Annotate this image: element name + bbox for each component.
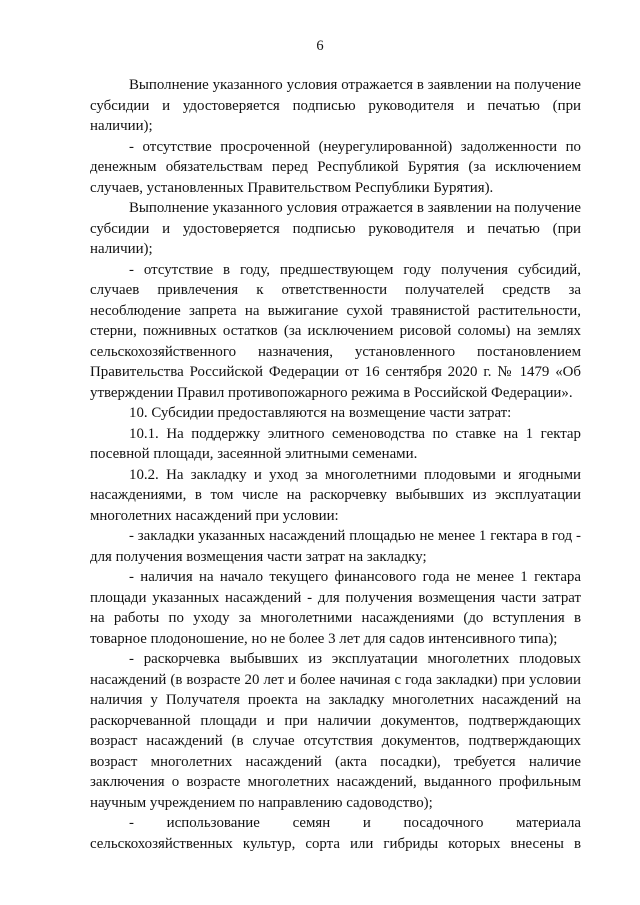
page-number: 6 xyxy=(316,38,324,54)
paragraph-planting-condition: - закладки указанных насаждений площадью не менее 1 гектара в год - для получения возмещения части затрат на закладку; xyxy=(90,528,581,565)
paragraph-condition-note-2: Выполнение указанного условия отражается в заявлении на получение субсидии и удостоверяется подписью руководителя и печатью (при наличии); xyxy=(90,200,581,257)
paragraph-no-burning-violations: - отсутствие в году, предшествующем году получения субсидий, случаев привлечения к ответственности получателей средств за несоблюдение запрета на выжигание сухой травянистой растительности, стерни, пожнивных остатков (за исключением рисовой соломы) на землях сельскохозяйственного назначения, установленного постановлением Правительства Российской Федерации от 16 сентября 2020 г. № 1479 «Об утверждении Правил противопожарного режима в Российской Федерации». xyxy=(90,261,581,401)
paragraph-maintenance-condition: - наличия на начало текущего финансового года не менее 1 гектара площади указанных насаждений - для получения возмещения части затрат на работы по уходу за многолетними насаждениями (до вступления в товарное плодоношение, но не более 3 лет для садов интенсивного типа); xyxy=(90,569,581,647)
document-body xyxy=(90,75,581,854)
paragraph-section-10: 10. Субсидии предоставляются на возмещение части затрат: xyxy=(129,405,512,421)
paragraph-seed-usage: - использование семян и посадочного материала сельскохозяйственных культур, сорта или гибриды которых внесены в xyxy=(90,815,581,852)
paragraph-section-10-1: 10.1. На поддержку элитного семеноводства по ставке на 1 гектар посевной площади, засеянной элитными семенами. xyxy=(90,425,581,462)
paragraph-section-10-2: 10.2. На закладку и уход за многолетними плодовыми и ягодными насаждениями, в том числе на раскорчевку выбывших из эксплуатации многолетних насаждений при условии: xyxy=(90,466,581,524)
paragraph-no-overdue-debt: - отсутствие просроченной (неурегулированной) задолженности по денежным обязательствам перед Республикой Бурятия (за исключением случаев, установленных Правительством Республики Бурятия). xyxy=(90,138,581,196)
paragraph-condition-note-1: Выполнение указанного условия отражается в заявлении на получение субсидии и удостоверяется подписью руководителя и печатью (при наличии); xyxy=(90,77,581,134)
paragraph-uprooting-condition: - раскорчевка выбывших из эксплуатации многолетних плодовых насаждений (в возрасте 20 лет и более начиная с года закладки) при условии наличия у Получателя проекта на закладку многолетних насаждений на раскорчеванной площади и при наличии документов, подтверждающих возраст насаждений (в случае отсутствия документов, подтверждающих возраст многолетних насаждений (акта посадки), требуется наличие заключения о возрасте многолетних насаждений, выданного профильным научным учреждением по направлению садоводство); xyxy=(90,651,581,811)
